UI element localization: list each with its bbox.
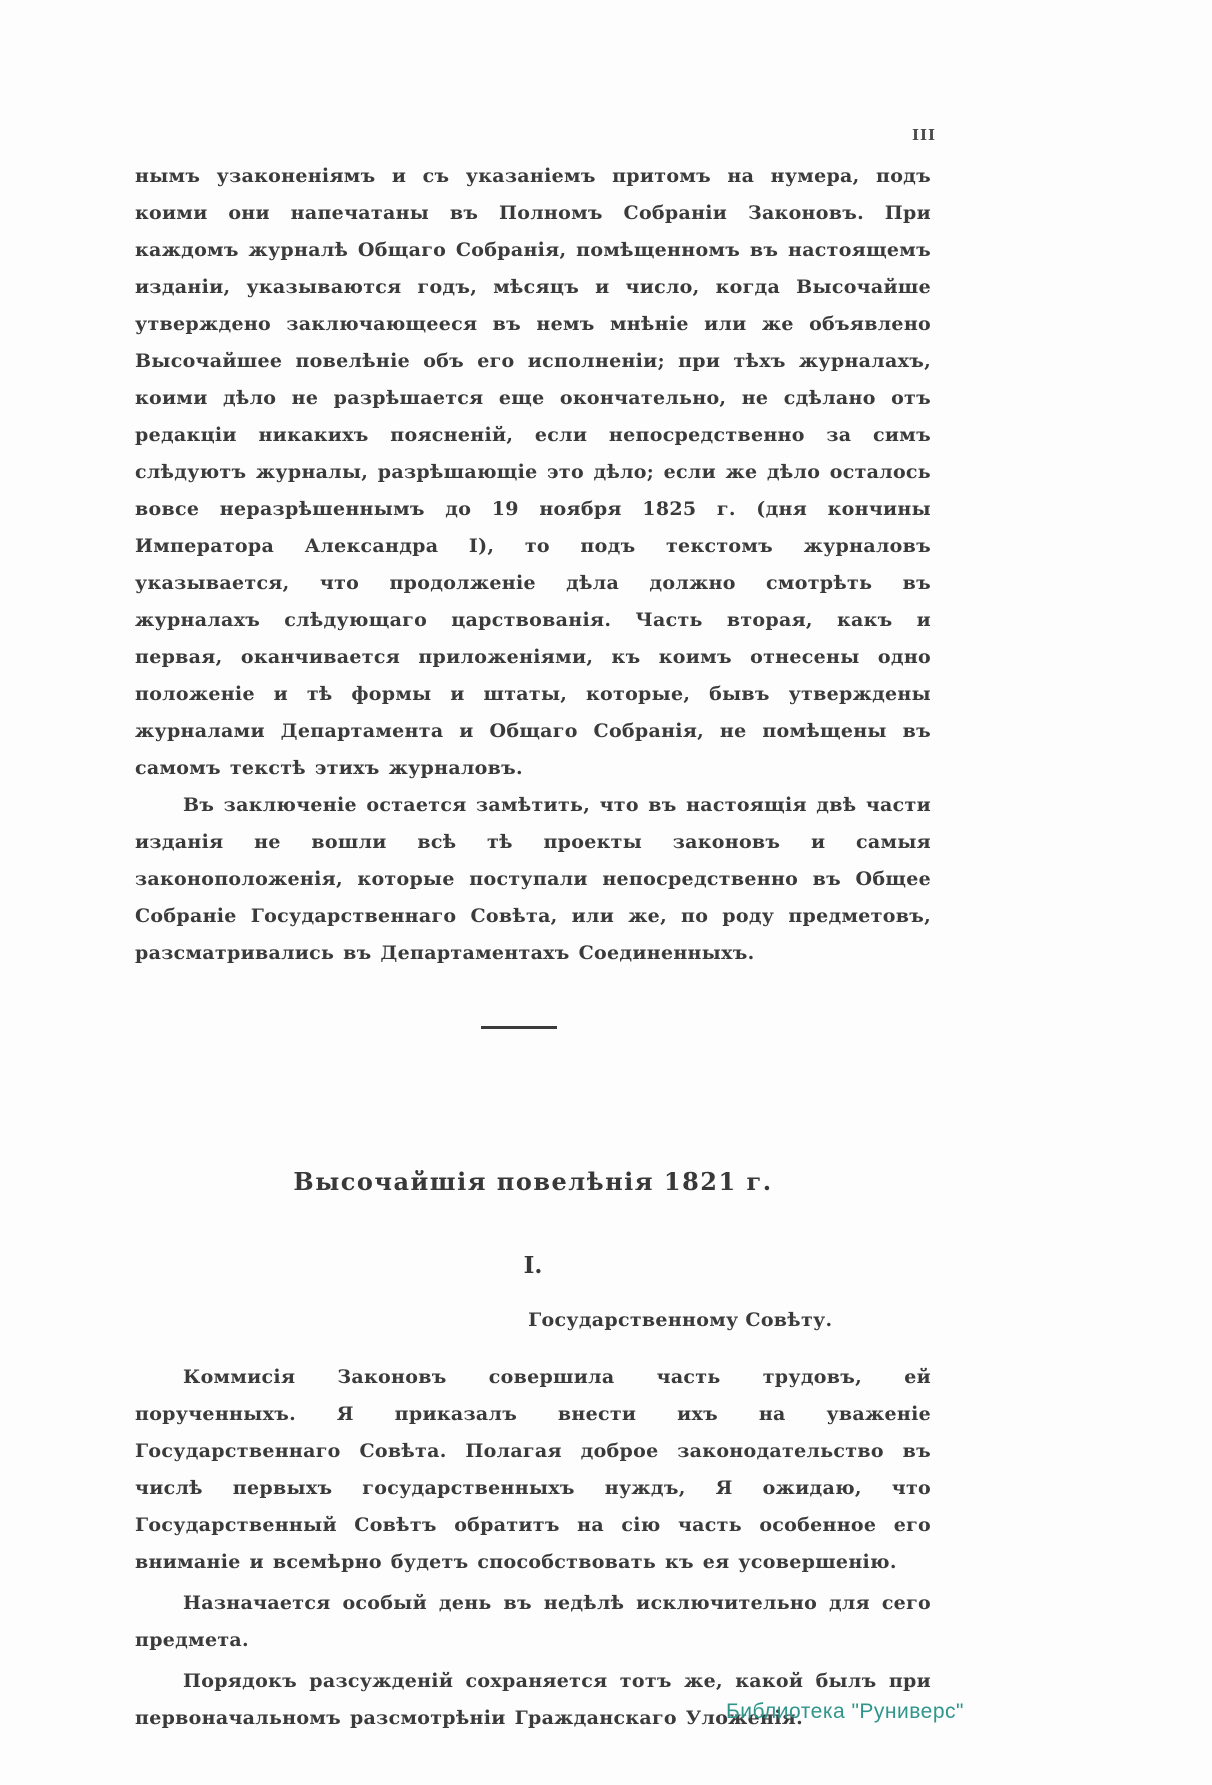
intro-paragraph-2: Въ заключеніе остается замѣтить, что въ настоящія двѣ части изданія не вошли всѣ тѣ проекты законовъ и самыя законоположенія, которые поступали непосредственно въ Общее Собраніе Государственнаго Совѣта, или же, по роду предметовъ, разсматривались въ Департаментахъ Соединенныхъ. xyxy=(135,794,931,964)
section-body xyxy=(135,1359,931,1737)
library-watermark: Библиотека "Руниверс" xyxy=(725,1700,964,1723)
section-paragraph-2: Назначается особый день въ недѣлѣ исключительно для сего предмета. xyxy=(135,1592,931,1651)
text-block xyxy=(135,158,931,1741)
section-heading: Высочайшія повелѣнія 1821 г. xyxy=(293,1167,773,1196)
section-paragraph-1: Коммисія Законовъ совершила часть трудовъ, ей порученныхъ. Я приказалъ внести ихъ на уваженіе Государственнаго Совѣта. Полагая доброе законодательство въ числѣ первыхъ государственныхъ нуждъ, Я ожидаю, что Государственный Совѣтъ обратитъ на сію часть особенное его вниманіе и всемѣрно будетъ способствовать къ ея усовершенію. xyxy=(135,1366,931,1573)
section-paragraph-3: Порядокъ разсужденій сохраняется тотъ же, какой былъ при первоначальномъ разсмотрѣніи Гражданскаго Уложенія. xyxy=(135,1670,931,1729)
addressee-line: Государственному Совѣту. xyxy=(528,1309,833,1331)
intro-paragraph-1: нымъ узаконеніямъ и съ указаніемъ притомъ на нумера, подъ коими они напечатаны въ Полномъ Собраніи Законовъ. При каждомъ журналѣ Общаго Собранія, помѣщенномъ въ настоящемъ изданіи, указываются годъ, мѣсяцъ и число, когда Высочайше утверждено заключающееся въ немъ мнѣніе или же объявлено Высочайшее повелѣніе объ его исполненіи; при тѣхъ журналахъ, коими дѣло не разрѣшается еще окончательно, не сдѣлано отъ редакціи никакихъ поясненій, если непосредственно за симъ слѣдуютъ журналы, разрѣшающіе это дѣло; если же дѣло осталось вовсе неразрѣшеннымъ до 19 ноября 1825 г. (дня кончины Императора Александра I), то подъ текстомъ журналовъ указывается, что продолженіе дѣла должно смотрѣть въ журналахъ слѣдующаго царствованія. Часть вторая, какъ и первая, оканчивается приложеніями, къ коимъ отнесены одно положеніе и тѣ формы и штаты, которые, бывъ утверждены журналами Департамента и Общаго Собранія, не помѣщены въ самомъ текстѣ этихъ журналовъ. xyxy=(135,165,931,779)
section-number: I. xyxy=(523,1252,543,1279)
page-number: III xyxy=(912,126,937,144)
section-divider xyxy=(481,1026,557,1029)
